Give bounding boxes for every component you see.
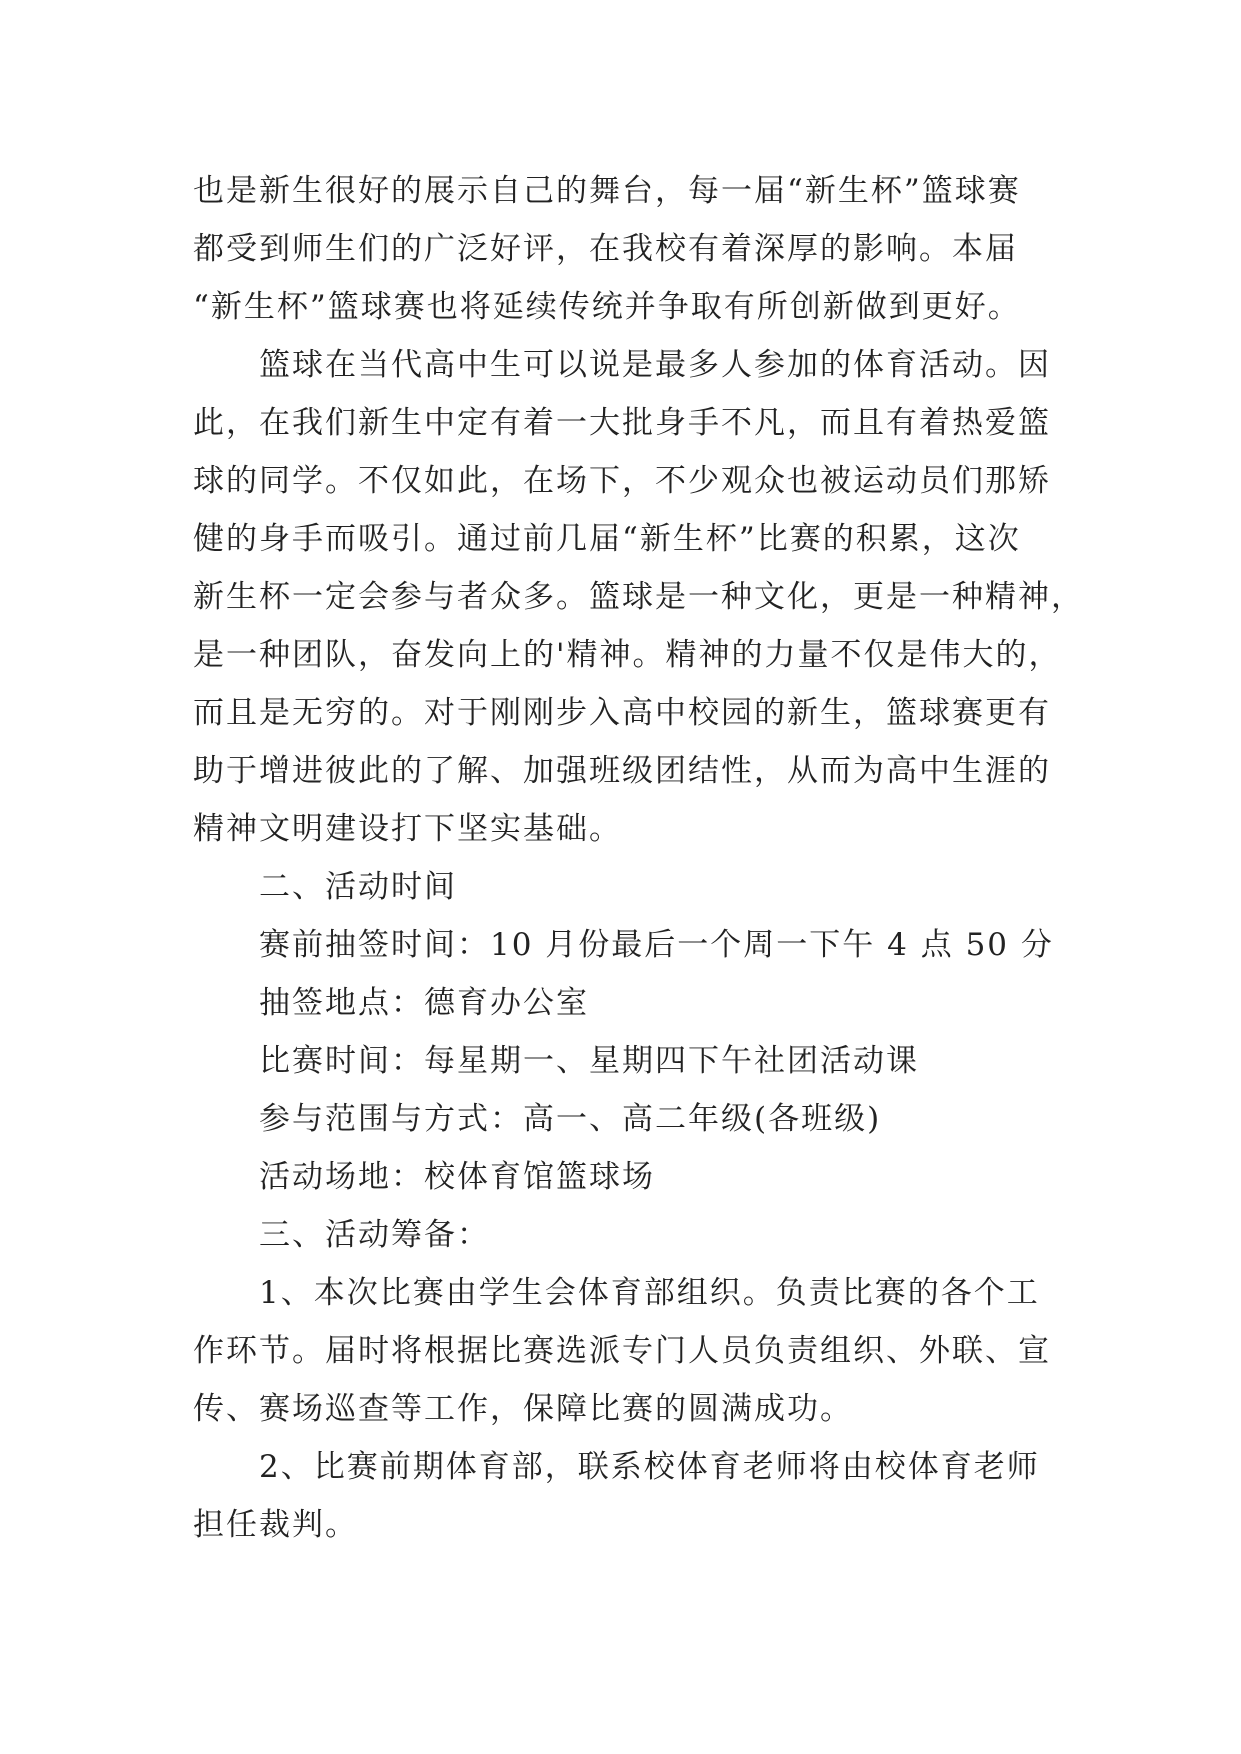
section-heading: 三、活动筹备：: [259, 1217, 490, 1253]
text-line: 新生杯一定会参与者众多。篮球是一种文化，更是一种精神，: [193, 579, 1084, 615]
text-line: 而且是无穷的。对于刚刚步入高中校园的新生，篮球赛更有: [193, 695, 1051, 731]
text-line: 健的身手而吸引。通过前几届“新生杯”比赛的积累，这次: [193, 521, 1021, 557]
section-heading: 二、活动时间: [259, 869, 457, 905]
text-line: 2、比赛前期体育部，联系校体育老师将由校体育老师: [259, 1449, 1040, 1485]
text-line: 是一种团队，奋发向上的'精神。精神的力量不仅是伟大的，: [193, 637, 1062, 673]
text-line: 此，在我们新生中定有着一大批身手不凡，而且有着热爱篮: [193, 405, 1051, 441]
text-line: 也是新生很好的展示自己的舞台，每一届“新生杯”篮球赛: [193, 173, 1021, 209]
text-line: 活动场地：校体育馆篮球场: [259, 1159, 655, 1195]
text-line: 助于增进彼此的了解、加强班级团结性，从而为高中生涯的: [193, 753, 1051, 789]
text-line: 传、赛场巡查等工作，保障比赛的圆满成功。: [193, 1391, 853, 1427]
text-line: 参与范围与方式：高一、高二年级(各班级): [259, 1101, 882, 1137]
text-line: 精神文明建设打下坚实基础。: [193, 811, 622, 847]
text-line: 1、本次比赛由学生会体育部组织。负责比赛的各个工: [259, 1275, 1040, 1311]
text-line: 篮球在当代高中生可以说是最多人参加的体育活动。因: [259, 347, 1051, 383]
body-text: [193, 162, 1084, 1554]
text-line: 作环节。届时将根据比赛选派专门人员负责组织、外联、宣: [193, 1333, 1051, 1369]
text-line: 球的同学。不仅如此，在场下，不少观众也被运动员们那矫: [193, 463, 1051, 499]
text-line: 都受到师生们的广泛好评，在我校有着深厚的影响。本届: [193, 231, 1018, 267]
text-line: “新生杯”篮球赛也将延续传统并争取有所创新做到更好。: [193, 289, 1021, 325]
text-line: 赛前抽签时间：10 月份最后一个周一下午 4 点 50 分: [259, 927, 1054, 963]
text-line: 比赛时间：每星期一、星期四下午社团活动课: [259, 1043, 919, 1079]
text-line: 担任裁判。: [193, 1507, 358, 1543]
text-line: 抽签地点：德育办公室: [259, 985, 589, 1021]
